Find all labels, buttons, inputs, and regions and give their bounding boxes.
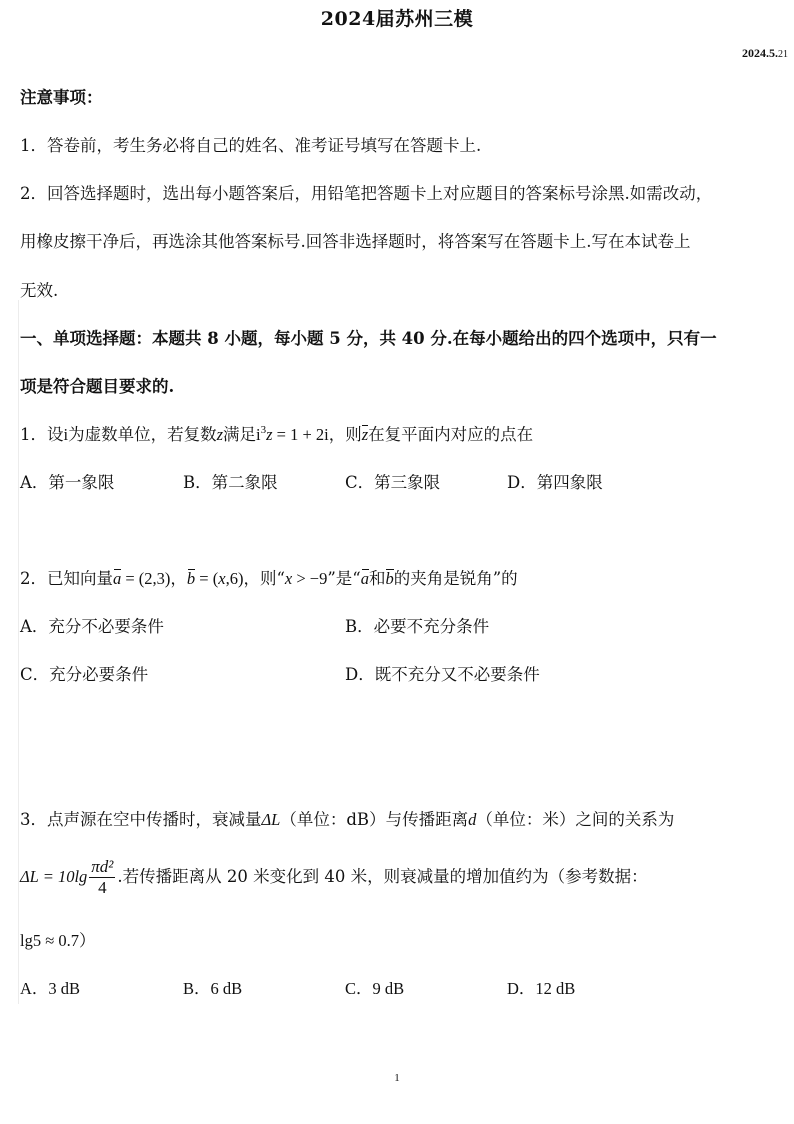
q2-b-value-1: = ( [195,569,219,588]
q2-option-b: B．必要不充分条件 [345,617,490,636]
q2-prefix: 2．已知向量 [20,569,113,588]
q3-delta-l: ΔL [261,810,281,829]
question-1-stem [20,423,776,447]
q1-text-2: 满足 [223,425,257,444]
section-heading-line-1: 一、单项选择题：本题共 8 小题，每小题 5 分，共 40 分.在每小题给出的四个选项中，只有一 [20,329,717,348]
q1-z-symbol-2: z [266,425,273,444]
q3-option-a: A．3 dB [20,979,81,998]
q2-separator: ， [170,569,187,588]
question-3-line-1 [20,808,776,832]
q2-a-value: = (2,3) [121,569,171,588]
q1-i-symbol: i [63,425,69,444]
notice-item-2-line-3: 无效. [20,281,59,300]
q1-option-a: A．第一象限 [20,473,115,492]
q3-fraction-numerator: πd² [91,857,114,876]
q3-line-2-text: .若传播距离从 20 米变化到 40 米，则衰减量的增加值约为（参考数据： [117,867,648,886]
q2-b-value-2: ,6) [225,569,244,588]
q2-condition: > −9 [292,569,328,588]
q2-text-4: 的夹角是锐角”的 [393,569,518,588]
q3-line-3-end: ） [79,931,96,950]
page-number: 1 [394,1072,400,1084]
q3-formula-lhs: ΔL = 10lg [20,867,88,886]
q1-i-base: i [256,425,261,444]
q2-text-3: 和 [368,569,386,588]
q1-z-symbol: z [216,425,224,444]
q2-option-c: C．充分必要条件 [20,665,149,684]
q2-text-1: ，则“ [243,569,285,588]
notice-item-2-line-1: 2．回答选择题时，选出每小题答案后，用铅笔把答题卡上对应题目的答案标号涂黑.如需改动， [20,184,713,203]
q2-text-2: ”是“ [327,569,361,588]
question-3-line-3 [20,929,776,953]
q3-option-d: D．12 dB [507,979,576,998]
q2-vector-a: a [113,567,121,591]
q3-prefix: 3．点声源在空中传播时，衰减量 [20,810,262,829]
q1-equation: = 1 + 2i [272,425,329,444]
q1-z-conjugate: z [361,425,369,444]
scan-edge-line [18,300,19,1004]
q2-vector-a-2: a [361,567,369,591]
question-3-line-2 [20,857,776,898]
q1-text-1: 为虚数单位，若复数 [68,425,217,444]
q2-x-symbol-2: x [284,569,293,588]
date-day: 21 [778,49,788,60]
notice-heading: 注意事项： [20,88,103,107]
q1-text-4: 在复平面内对应的点在 [368,425,534,444]
notice-item-1: 1．答卷前，考生务必将自己的姓名、准考证号填写在答题卡上. [20,136,482,155]
q1-exponent: 3 [260,424,267,436]
q3-fraction [89,857,115,898]
q3-option-b: B．6 dB [183,979,243,998]
q1-option-b: B．第二象限 [183,473,278,492]
section-heading-line-2: 项是符合题目要求的. [20,377,175,396]
exam-date [742,46,788,61]
q1-option-d: D．第四象限 [507,473,603,492]
notice-item-2-line-2: 用橡皮擦干净后，再选涂其他答案标号.回答非选择题时，将答案写在答题卡上.写在本试卷上 [20,232,691,251]
exam-title: 2024届苏州三模 [320,8,474,30]
q2-vector-b: b [187,567,195,591]
q1-text-3: ，则 [328,425,362,444]
q3-option-c: C．9 dB [345,979,405,998]
q3-fraction-denominator: 4 [98,878,107,897]
q1-prefix: 1．设 [20,425,64,444]
question-2-stem [20,567,776,591]
q2-option-a: A．充分不必要条件 [20,617,164,636]
q2-vector-b-2: b [385,567,393,591]
q2-option-d: D．既不充分又不必要条件 [345,665,540,684]
date-main: 2024.5. [742,46,778,60]
q1-option-c: C．第三象限 [345,473,441,492]
q3-text-end: （单位：米）之间的关系为 [476,810,675,829]
q3-reference-data: lg5 ≈ 0.7 [20,931,80,950]
q3-d-symbol: d [468,810,477,829]
q3-text-mid: （单位：dB）与传播距离 [280,810,469,829]
q2-x-symbol: x [218,569,226,588]
